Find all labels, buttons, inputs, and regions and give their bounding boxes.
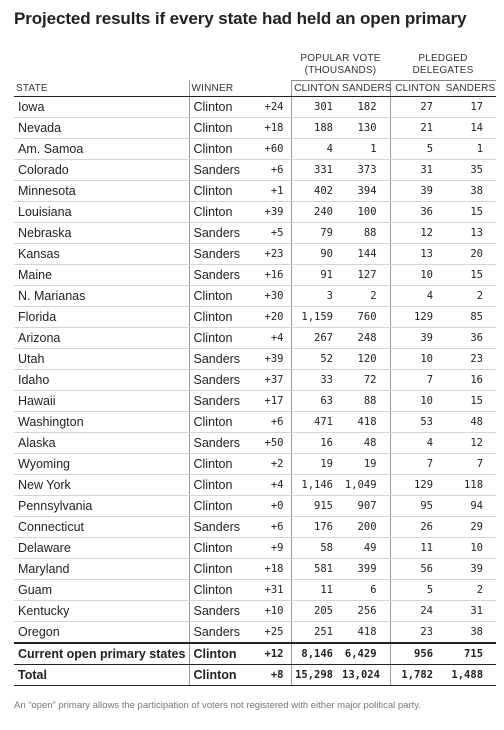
cell-pv-sanders: 6 [342,579,390,600]
table-row [14,96,496,117]
cell-state: Utah [14,348,189,369]
table-row [14,306,496,327]
cell-state: Nevada [14,117,189,138]
cell-winner: Clinton [189,579,249,600]
cell-margin: +39 [249,201,291,222]
table-row [14,474,496,495]
cell-state: Total [14,664,189,685]
cell-margin: +60 [249,138,291,159]
cell-winner: Clinton [189,558,249,579]
cell-del-sanders: 94 [445,495,496,516]
cell-state: Pennsylvania [14,495,189,516]
cell-winner: Sanders [189,621,249,643]
cell-pv-sanders: 399 [342,558,390,579]
cell-margin: +39 [249,348,291,369]
column-header-state: STATE [14,80,189,96]
cell-margin: +6 [249,159,291,180]
cell-del-clinton: 956 [390,643,445,665]
cell-del-clinton: 1,782 [390,664,445,685]
cell-del-sanders: 1 [445,138,496,159]
table-row [14,243,496,264]
cell-pv-sanders: 373 [342,159,390,180]
cell-del-sanders: 7 [445,453,496,474]
cell-del-clinton: 31 [390,159,445,180]
cell-pv-sanders: 127 [342,264,390,285]
cell-del-sanders: 85 [445,306,496,327]
cell-margin: +37 [249,369,291,390]
cell-del-sanders: 29 [445,516,496,537]
table-row [14,495,496,516]
popular-vote-header: POPULAR VOTE (THOUSANDS) [291,46,390,80]
column-header-del-clinton: CLINTON [390,80,445,96]
cell-pv-clinton: 15,298 [291,664,342,685]
cell-del-sanders: 35 [445,159,496,180]
table-row [14,180,496,201]
cell-state: Hawaii [14,390,189,411]
cell-del-clinton: 11 [390,537,445,558]
cell-pv-sanders: 248 [342,327,390,348]
cell-del-sanders: 17 [445,96,496,117]
cell-del-sanders: 38 [445,621,496,643]
cell-pv-clinton: 331 [291,159,342,180]
cell-del-sanders: 38 [445,180,496,201]
cell-pv-clinton: 1,159 [291,306,342,327]
cell-del-sanders: 39 [445,558,496,579]
cell-pv-clinton: 3 [291,285,342,306]
cell-state: Colorado [14,159,189,180]
cell-del-clinton: 129 [390,474,445,495]
cell-pv-clinton: 176 [291,516,342,537]
cell-margin: +20 [249,306,291,327]
cell-pv-sanders: 760 [342,306,390,327]
cell-margin: +0 [249,495,291,516]
cell-margin: +16 [249,264,291,285]
cell-margin: +12 [249,643,291,665]
cell-del-sanders: 36 [445,327,496,348]
cell-pv-sanders: 100 [342,201,390,222]
cell-del-clinton: 24 [390,600,445,621]
cell-del-clinton: 10 [390,348,445,369]
table-row [14,579,496,600]
cell-state: Idaho [14,369,189,390]
cell-pv-clinton: 1,146 [291,474,342,495]
cell-pv-sanders: 88 [342,390,390,411]
footnote: An “open” primary allows the participation of voters not registered with either major political party. [14,700,421,711]
cell-winner: Clinton [189,537,249,558]
cell-winner: Sanders [189,222,249,243]
cell-del-clinton: 23 [390,621,445,643]
cell-state: Iowa [14,96,189,117]
cell-state: Connecticut [14,516,189,537]
cell-del-clinton: 26 [390,516,445,537]
table-row [14,348,496,369]
cell-del-sanders: 48 [445,411,496,432]
cell-margin: +17 [249,390,291,411]
cell-del-clinton: 7 [390,453,445,474]
cell-pv-clinton: 8,146 [291,643,342,665]
table-body [14,96,496,685]
cell-del-clinton: 10 [390,264,445,285]
cell-margin: +6 [249,411,291,432]
cell-pv-sanders: 182 [342,96,390,117]
cell-pv-sanders: 13,024 [342,664,390,685]
cell-pv-sanders: 120 [342,348,390,369]
cell-pv-clinton: 79 [291,222,342,243]
cell-margin: +1 [249,180,291,201]
cell-del-clinton: 4 [390,432,445,453]
summary-row [14,643,496,665]
cell-del-clinton: 56 [390,558,445,579]
cell-del-sanders: 15 [445,264,496,285]
cell-pv-sanders: 907 [342,495,390,516]
cell-margin: +6 [249,516,291,537]
cell-state: Arizona [14,327,189,348]
cell-winner: Clinton [189,201,249,222]
cell-pv-sanders: 144 [342,243,390,264]
cell-del-clinton: 39 [390,327,445,348]
cell-pv-clinton: 471 [291,411,342,432]
cell-margin: +9 [249,537,291,558]
cell-state: Maryland [14,558,189,579]
cell-pv-sanders: 48 [342,432,390,453]
cell-pv-sanders: 88 [342,222,390,243]
table-row [14,621,496,643]
cell-state: Oregon [14,621,189,643]
cell-del-sanders: 31 [445,600,496,621]
cell-margin: +25 [249,621,291,643]
cell-del-sanders: 2 [445,285,496,306]
cell-pv-clinton: 4 [291,138,342,159]
cell-winner: Clinton [189,138,249,159]
cell-del-sanders: 1,488 [445,664,496,685]
cell-margin: +23 [249,243,291,264]
cell-pv-sanders: 394 [342,180,390,201]
cell-pv-sanders: 1,049 [342,474,390,495]
cell-pv-sanders: 49 [342,537,390,558]
cell-pv-sanders: 200 [342,516,390,537]
cell-pv-sanders: 418 [342,621,390,643]
cell-winner: Sanders [189,390,249,411]
cell-margin: +50 [249,432,291,453]
cell-del-sanders: 14 [445,117,496,138]
cell-pv-clinton: 11 [291,579,342,600]
cell-del-clinton: 5 [390,579,445,600]
cell-del-sanders: 118 [445,474,496,495]
cell-del-sanders: 15 [445,390,496,411]
cell-winner: Sanders [189,243,249,264]
cell-del-clinton: 39 [390,180,445,201]
cell-pv-clinton: 58 [291,537,342,558]
cell-pv-sanders: 256 [342,600,390,621]
cell-winner: Clinton [189,327,249,348]
cell-state: N. Marianas [14,285,189,306]
summary-row [14,664,496,685]
cell-del-sanders: 20 [445,243,496,264]
cell-winner: Sanders [189,348,249,369]
column-header-pv-sanders: SANDERS [342,80,390,96]
cell-pv-sanders: 19 [342,453,390,474]
cell-del-clinton: 95 [390,495,445,516]
cell-pv-clinton: 240 [291,201,342,222]
column-header-pv-clinton: CLINTON [291,80,342,96]
cell-pv-sanders: 2 [342,285,390,306]
cell-winner: Sanders [189,264,249,285]
cell-del-clinton: 13 [390,243,445,264]
cell-del-clinton: 12 [390,222,445,243]
cell-margin: +24 [249,96,291,117]
cell-pv-clinton: 915 [291,495,342,516]
results-table [14,46,496,686]
cell-del-clinton: 53 [390,411,445,432]
cell-del-sanders: 2 [445,579,496,600]
cell-state: Kentucky [14,600,189,621]
table-row [14,432,496,453]
cell-margin: +30 [249,285,291,306]
cell-winner: Clinton [189,306,249,327]
cell-del-clinton: 36 [390,201,445,222]
cell-pv-clinton: 16 [291,432,342,453]
cell-margin: +18 [249,117,291,138]
cell-del-sanders: 10 [445,537,496,558]
cell-del-sanders: 23 [445,348,496,369]
cell-del-clinton: 27 [390,96,445,117]
table-row [14,516,496,537]
table-row [14,117,496,138]
table-row [14,558,496,579]
cell-state: Nebraska [14,222,189,243]
cell-winner: Clinton [189,117,249,138]
table-row [14,222,496,243]
cell-pv-clinton: 63 [291,390,342,411]
pledged-delegates-header: PLEDGED DELEGATES [390,46,496,80]
cell-pv-clinton: 267 [291,327,342,348]
cell-pv-clinton: 251 [291,621,342,643]
cell-state: Guam [14,579,189,600]
cell-pv-sanders: 130 [342,117,390,138]
cell-pv-sanders: 6,429 [342,643,390,665]
table-row [14,264,496,285]
cell-del-sanders: 15 [445,201,496,222]
table-row [14,411,496,432]
cell-state: Alaska [14,432,189,453]
cell-winner: Clinton [189,453,249,474]
cell-margin: +10 [249,600,291,621]
cell-del-sanders: 715 [445,643,496,665]
column-header-del-sanders: SANDERS [445,80,496,96]
cell-pv-sanders: 72 [342,369,390,390]
table-row [14,390,496,411]
cell-pv-clinton: 91 [291,264,342,285]
cell-winner: Clinton [189,495,249,516]
cell-winner: Clinton [189,411,249,432]
cell-del-sanders: 12 [445,432,496,453]
table-row [14,327,496,348]
cell-pv-sanders: 1 [342,138,390,159]
cell-state: Current open primary states [14,643,189,665]
cell-del-sanders: 13 [445,222,496,243]
table-row [14,537,496,558]
cell-pv-clinton: 33 [291,369,342,390]
table-row [14,600,496,621]
cell-del-clinton: 129 [390,306,445,327]
cell-margin: +4 [249,327,291,348]
table-row [14,159,496,180]
cell-winner: Sanders [189,432,249,453]
cell-winner: Clinton [189,474,249,495]
cell-del-clinton: 5 [390,138,445,159]
cell-pv-clinton: 19 [291,453,342,474]
cell-state: Louisiana [14,201,189,222]
cell-pv-clinton: 90 [291,243,342,264]
cell-winner: Clinton [189,285,249,306]
cell-margin: +18 [249,558,291,579]
cell-winner: Clinton [189,96,249,117]
cell-winner: Sanders [189,600,249,621]
cell-pv-clinton: 205 [291,600,342,621]
cell-winner: Sanders [189,516,249,537]
cell-pv-clinton: 581 [291,558,342,579]
cell-margin: +31 [249,579,291,600]
cell-margin: +8 [249,664,291,685]
cell-del-sanders: 16 [445,369,496,390]
table-row [14,285,496,306]
cell-margin: +4 [249,474,291,495]
cell-del-clinton: 10 [390,390,445,411]
cell-winner: Sanders [189,159,249,180]
cell-del-clinton: 7 [390,369,445,390]
table-row [14,453,496,474]
cell-winner: Clinton [189,664,249,685]
table-row [14,369,496,390]
table-row [14,138,496,159]
cell-pv-clinton: 301 [291,96,342,117]
cell-state: Wyoming [14,453,189,474]
cell-margin: +5 [249,222,291,243]
cell-state: Washington [14,411,189,432]
column-header-winner: WINNER [189,80,291,96]
cell-del-clinton: 4 [390,285,445,306]
cell-winner: Clinton [189,643,249,665]
cell-pv-clinton: 402 [291,180,342,201]
cell-state: New York [14,474,189,495]
cell-state: Delaware [14,537,189,558]
cell-margin: +2 [249,453,291,474]
table-row [14,201,496,222]
cell-state: Kansas [14,243,189,264]
cell-del-clinton: 21 [390,117,445,138]
cell-state: Maine [14,264,189,285]
cell-state: Minnesota [14,180,189,201]
cell-state: Am. Samoa [14,138,189,159]
page-title: Projected results if every state had held an open primary [14,9,467,28]
cell-winner: Clinton [189,180,249,201]
cell-state: Florida [14,306,189,327]
cell-winner: Sanders [189,369,249,390]
cell-pv-clinton: 52 [291,348,342,369]
cell-pv-sanders: 418 [342,411,390,432]
cell-pv-clinton: 188 [291,117,342,138]
